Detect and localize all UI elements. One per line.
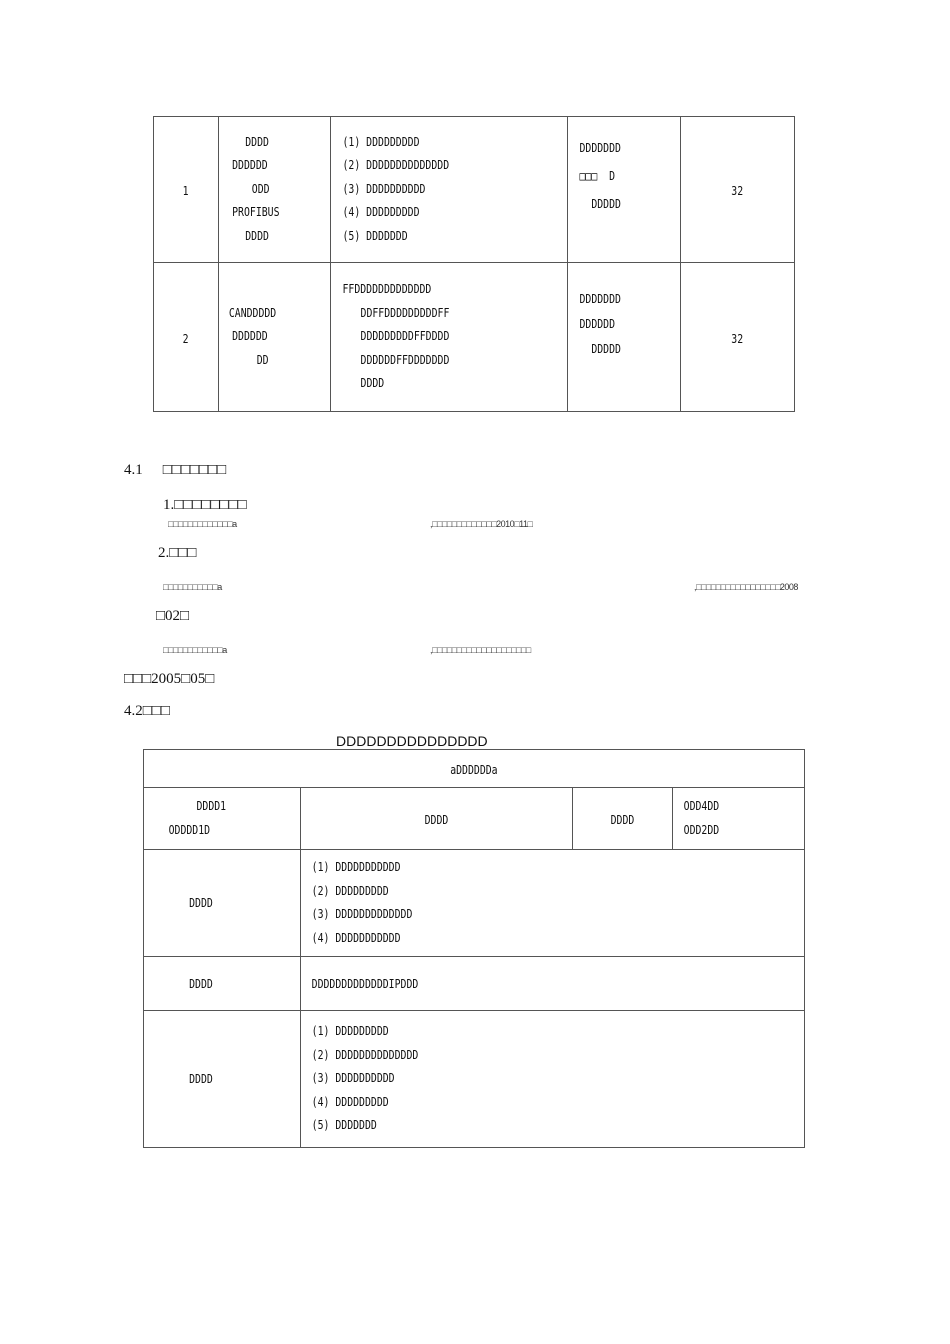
table-2 <box>143 749 805 1148</box>
detail-list-cell: (1) DDDDDDDDD (2) DDDDDDDDDDDDDD (3) DDDDDDDDDD (4) DDDDDDDDD (5) DDDDDDD <box>330 117 568 263</box>
count-cell: 32 <box>681 117 795 263</box>
reference-1-date: ,□□□□□□□□□□□□□2010□11□ <box>430 519 533 529</box>
reference-item-1: 1.□□□□□□□□ <box>163 497 247 513</box>
row-label-cell: DDDD <box>144 850 301 957</box>
table-row <box>144 850 805 957</box>
table-row <box>154 117 795 263</box>
row-content-cell: DDDDDDDDDDDDDIPDDD <box>300 957 804 1011</box>
row-number-cell: 2 <box>154 263 219 412</box>
reference-2-text: □□□□□□□□□□□a <box>163 582 222 592</box>
reference-3-cont: □□□2005□05□ <box>124 671 215 687</box>
description-cell: DDDD DDDDDD ODD PROFIBUS DDDD <box>218 117 330 263</box>
table-1 <box>153 116 795 412</box>
header-cell: ODD4DD ODD2DD <box>673 788 805 850</box>
description-cell: CANDDDDD DDDDDD DD <box>218 263 330 412</box>
section-heading-4-1: 4.1 □□□□□□□ <box>124 462 227 478</box>
reference-1-text: □□□□□□□□□□□□□a <box>168 519 237 529</box>
table-header-row <box>144 788 805 850</box>
header-cell: DDDD <box>573 788 673 850</box>
header-cell: DDDD1 ODDDD1D <box>144 788 301 850</box>
detail-list-cell: FFDDDDDDDDDDDDD DDFFDDDDDDDDDFF DDDDDDDDDFFDDDD DDDDDDFFDDDDDDD DDDD <box>330 263 568 412</box>
row-content-cell: (1) DDDDDDDDD (2) DDDDDDDDDDDDDD (3) DDDDDDDDDD (4) DDDDDDDDD (5) DDDDDDD <box>300 1011 804 1148</box>
table-title-row <box>144 750 805 788</box>
table-row <box>154 263 795 412</box>
row-label-cell: DDDD <box>144 1011 301 1148</box>
table-caption: DDDDDDDDDDDDDDD <box>336 733 488 749</box>
reference-3-source: ,□□□□□□□□□□□□□□□□□□□□ <box>430 645 531 655</box>
reference-item-2: 2.□□□ <box>158 545 197 561</box>
table-row <box>144 1011 805 1148</box>
note-cell: DDDDDDD DDDDDD DDDDD <box>568 263 681 412</box>
row-label-cell: DDDD <box>144 957 301 1011</box>
header-cell: DDDD <box>300 788 572 850</box>
count-cell: 32 <box>681 263 795 412</box>
reference-3-text: □□□□□□□□□□□□a <box>163 645 227 655</box>
table-row <box>144 957 805 1011</box>
reference-2-cont: □02□ <box>156 608 190 624</box>
reference-2-date: ,□□□□□□□□□□□□□□□□□2008 <box>694 582 798 592</box>
section-heading-4-2: 4.2□□□ <box>124 703 170 719</box>
note-cell: DDDDDDD □□□ D DDDDD <box>568 117 681 263</box>
table-title-cell: aDDDDDDa <box>144 750 805 788</box>
row-content-cell: (1) DDDDDDDDDDD (2) DDDDDDDDD (3) DDDDDDDDDDDDD (4) DDDDDDDDDDD <box>300 850 804 957</box>
row-number-cell: 1 <box>154 117 219 263</box>
